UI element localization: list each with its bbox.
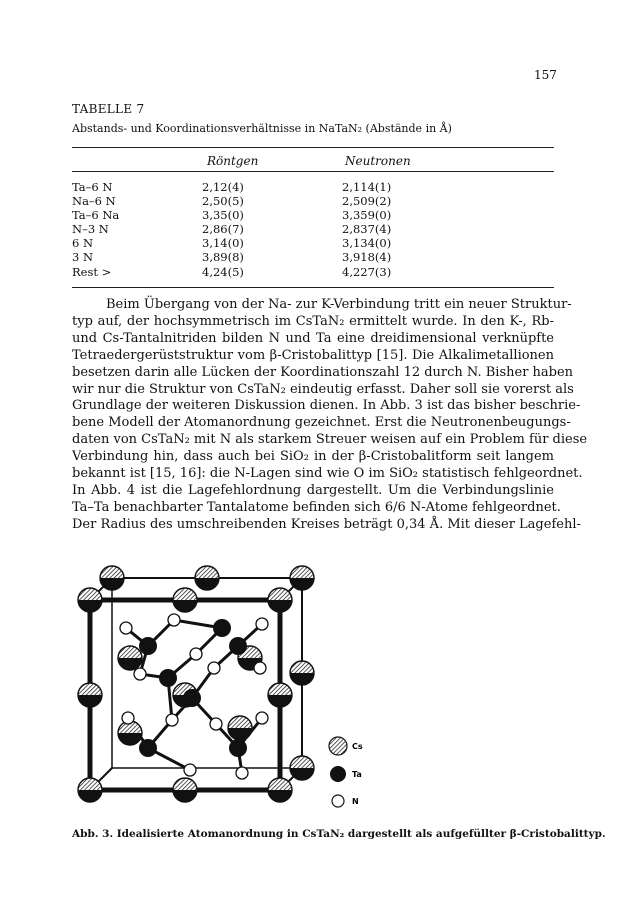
legend-ta-icon <box>330 766 346 782</box>
text-line: Grundlage der weiteren Diskussion dienen. In Abb. 3 ist das bisher beschrie- <box>72 398 581 414</box>
text-line: bekannt ist [15, 16]: die N-Lagen sind wie O im SiO₂ statistisch fehlgeordnet. <box>72 466 583 482</box>
row-roentgen: 2,12(4) <box>202 180 244 194</box>
cs-atom-shadow-icon <box>173 790 197 802</box>
n-atom-icon <box>134 668 146 680</box>
row-roentgen: 2,50(5) <box>202 194 244 209</box>
row-pair: 3 N <box>72 250 94 265</box>
cs-atom-shadow-icon <box>290 673 314 685</box>
table-row <box>72 180 554 194</box>
cs-atom-shadow-icon <box>290 768 314 780</box>
n-atom-icon <box>190 648 202 660</box>
ta-atom-icon <box>159 669 177 687</box>
table-row <box>72 250 554 264</box>
text-line: Ta–Ta benachbarter Tantalatome befinden sich 6/6 N-Atome fehlgeordnet. <box>72 499 561 515</box>
text-line: In Abb. 4 ist die Lagefehlordnung dargestellt. Um die Verbindungslinie <box>72 482 554 498</box>
row-neutronen: 4,227(3) <box>342 264 392 279</box>
table-row <box>72 236 554 250</box>
text-line: wir nur die Struktur von CsTaN₂ eindeutig erfasst. Daher soll sie vorerst als <box>72 381 574 397</box>
figure-caption: Abb. 3. Idealisierte Atomanordnung in CsTaN₂ dargestellt als aufgefüllter β-Cristobalittyp. <box>72 828 606 840</box>
n-atom-icon <box>256 712 268 724</box>
row-pair: Na–6 N <box>72 194 116 209</box>
ta-atom-icon <box>139 637 157 655</box>
ta-atom-icon <box>229 739 247 757</box>
row-neutronen: 3,918(4) <box>342 250 392 265</box>
n-atom-icon <box>120 622 132 634</box>
n-atom-icon <box>184 764 196 776</box>
legend-n-icon <box>332 795 344 807</box>
cs-atom-shadow-icon <box>173 600 197 612</box>
n-atom-icon <box>236 767 248 779</box>
row-roentgen: 3,14(0) <box>202 236 244 251</box>
table-row <box>72 222 554 236</box>
figure-legend <box>329 737 363 807</box>
table-row <box>72 265 554 279</box>
text-line: Beim Übergang von der Na- zur K-Verbindung tritt ein neuer Struktur- <box>106 297 572 312</box>
n-atom-icon <box>208 662 220 674</box>
cs-atom-shadow-icon <box>118 733 142 745</box>
text-line: Tetraedergerüststruktur vom β-Cristobalittyp [15]. Die Alkalimetallionen <box>72 347 554 363</box>
text-line: und Cs-Tantalnitriden bilden N und Ta eine dreidimensional verknüpfte <box>72 330 554 346</box>
text-line: typ auf, der hochsymmetrisch im CsTaN₂ ermittelt wurde. In den K-, Rb- <box>72 313 554 329</box>
cs-atom-shadow-icon <box>290 578 314 590</box>
column-header-roentgen: Röntgen <box>207 154 259 168</box>
cs-atom-shadow-icon <box>78 695 102 707</box>
ta-atom-icon <box>229 637 247 655</box>
row-pair: Ta–6 N <box>72 180 113 194</box>
cs-atom-shadow-icon <box>195 578 219 590</box>
ta-atom-icon <box>183 689 201 707</box>
table-caption: Abstands- und Koordinationsverhältnisse in NaTaN₂ (Abstände in Å) <box>72 122 452 135</box>
row-roentgen: 2,86(7) <box>202 222 244 237</box>
text-line: bene Modell der Atomanordnung gezeichnet. Erst die Neutronenbeugungs- <box>72 415 571 431</box>
table-label: TABELLE 7 <box>72 102 145 116</box>
text-line: Der Radius des umschreibenden Kreises beträgt 0,34 Å. Mit dieser Lagefehl- <box>72 516 581 532</box>
row-pair: Ta–6 Na <box>72 208 120 223</box>
ta-atom-icon <box>139 739 157 757</box>
table-body <box>72 180 554 279</box>
text-line: daten von CsTaN₂ mit N als starkem Streuer weisen auf ein Problem für diese <box>72 432 588 448</box>
legend-ta-label: Ta <box>352 770 362 779</box>
row-neutronen: 2,837(4) <box>342 222 392 237</box>
body-paragraph <box>72 297 588 534</box>
cs-atom-shadow-icon <box>268 600 292 612</box>
n-atom-icon <box>256 618 268 630</box>
row-roentgen: 4,24(5) <box>202 264 244 279</box>
row-neutronen: 3,359(0) <box>342 208 392 223</box>
legend-cs-icon <box>329 737 347 755</box>
row-neutronen: 3,134(0) <box>342 236 392 251</box>
row-roentgen: 3,35(0) <box>202 208 244 223</box>
table-row <box>72 194 554 208</box>
n-atom-icon <box>166 714 178 726</box>
legend-cs-label: Cs <box>352 742 363 751</box>
row-neutronen: 2,509(2) <box>342 194 392 209</box>
table-row <box>72 208 554 222</box>
row-pair: N–3 N <box>72 222 109 237</box>
row-neutronen: 2,114(1) <box>342 180 392 194</box>
n-atom-icon <box>210 718 222 730</box>
cs-atom-shadow-icon <box>78 600 102 612</box>
ta-atom-icon <box>213 619 231 637</box>
row-roentgen: 3,89(8) <box>202 250 244 265</box>
cs-atom-shadow-icon <box>268 790 292 802</box>
cs-atom-shadow-icon <box>228 728 252 740</box>
n-atom-icon <box>122 712 134 724</box>
n-atom-icon <box>254 662 266 674</box>
n-atom-icon <box>168 614 180 626</box>
structure-bonds <box>90 578 302 790</box>
cs-atom-shadow-icon <box>268 695 292 707</box>
legend-n-label: N <box>352 797 359 806</box>
row-pair: 6 N <box>72 236 94 251</box>
row-pair: Rest > <box>72 264 112 279</box>
cs-atom-shadow-icon <box>100 578 124 590</box>
cs-atom-shadow-icon <box>78 790 102 802</box>
table-header-rule <box>72 171 554 172</box>
table-bottom-rule <box>72 287 554 288</box>
text-line: besetzen darin alle Lücken der Koordinationszahl 12 durch N. Bisher haben <box>72 364 574 380</box>
page-number: 157 <box>534 68 557 82</box>
text-line: Verbindung hin, dass auch bei SiO₂ in der β-Cristobalitform seit langem <box>72 449 554 465</box>
crystal-structure-figure <box>70 558 380 820</box>
column-header-neutronen: Neutronen <box>345 154 411 168</box>
table-top-rule <box>72 147 554 148</box>
